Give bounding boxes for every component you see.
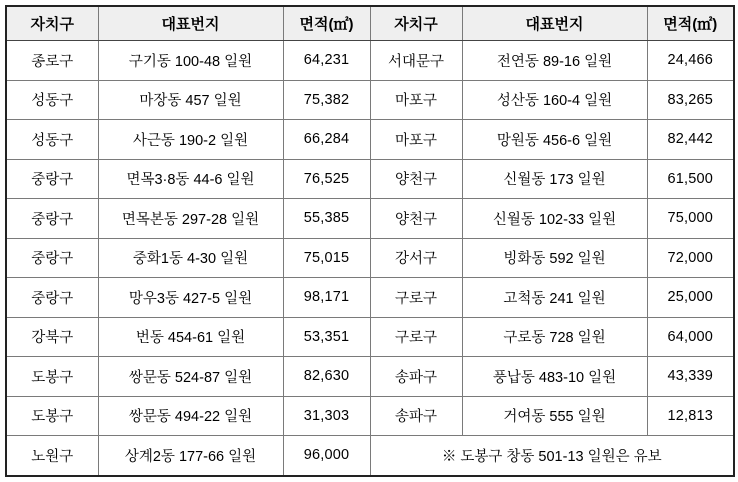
cell-address-left: 중화1동 4-30 일원: [98, 238, 283, 278]
cell-district-right: 송파구: [370, 357, 462, 397]
land-area-table: [5, 5, 735, 477]
table-header-row: [6, 6, 734, 41]
cell-address-right: 망원동 456-6 일원: [462, 120, 647, 160]
cell-area-left: 66,284: [283, 120, 370, 160]
cell-area-left: 96,000: [283, 436, 370, 476]
cell-area-right: 25,000: [647, 278, 734, 318]
cell-district-right: 구로구: [370, 278, 462, 318]
table-row: [6, 159, 734, 199]
cell-address-left: 구기동 100-48 일원: [98, 41, 283, 81]
table-row: [6, 41, 734, 81]
cell-area-left: 75,382: [283, 80, 370, 120]
cell-area-right: 72,000: [647, 238, 734, 278]
table-row: [6, 238, 734, 278]
cell-address-left: 쌍문동 494-22 일원: [98, 396, 283, 436]
cell-address-right: 풍납동 483-10 일원: [462, 357, 647, 397]
cell-area-right: 64,000: [647, 317, 734, 357]
cell-address-left: 번동 454-61 일원: [98, 317, 283, 357]
header-district-right: 자치구: [370, 6, 462, 41]
cell-address-right: 구로동 728 일원: [462, 317, 647, 357]
cell-area-right: 83,265: [647, 80, 734, 120]
cell-district-left: 성동구: [6, 120, 98, 160]
table-row: [6, 317, 734, 357]
cell-area-left: 64,231: [283, 41, 370, 81]
cell-district-right: 서대문구: [370, 41, 462, 81]
cell-address-right: 전연동 89-16 일원: [462, 41, 647, 81]
cell-district-left: 성동구: [6, 80, 98, 120]
table-row: [6, 278, 734, 318]
table-row-last: [6, 436, 734, 476]
cell-district-left: 중랑구: [6, 278, 98, 318]
table-footnote: ※ 도봉구 창동 501-13 일원은 유보: [370, 436, 734, 476]
cell-address-left: 망우3동 427-5 일원: [98, 278, 283, 318]
cell-address-right: 신월동 102-33 일원: [462, 199, 647, 239]
table-row: [6, 396, 734, 436]
cell-address-right: 빙화동 592 일원: [462, 238, 647, 278]
table-row: [6, 357, 734, 397]
cell-district-left: 중랑구: [6, 159, 98, 199]
cell-address-right: 고척동 241 일원: [462, 278, 647, 318]
cell-area-left: 76,525: [283, 159, 370, 199]
cell-district-right: 마포구: [370, 120, 462, 160]
cell-address-left: 면목본동 297-28 일원: [98, 199, 283, 239]
table-row: [6, 199, 734, 239]
cell-address-left: 사근동 190-2 일원: [98, 120, 283, 160]
cell-area-left: 31,303: [283, 396, 370, 436]
cell-area-right: 61,500: [647, 159, 734, 199]
cell-district-right: 양천구: [370, 199, 462, 239]
cell-district-left: 중랑구: [6, 238, 98, 278]
cell-address-left: 상계2동 177-66 일원: [98, 436, 283, 476]
cell-district-left: 도봉구: [6, 396, 98, 436]
cell-district-right: 송파구: [370, 396, 462, 436]
header-address-right: 대표번지: [462, 6, 647, 41]
header-area-right: 면적(㎡): [647, 6, 734, 41]
cell-area-right: 43,339: [647, 357, 734, 397]
cell-address-right: 신월동 173 일원: [462, 159, 647, 199]
cell-address-right: 거여동 555 일원: [462, 396, 647, 436]
cell-district-right: 양천구: [370, 159, 462, 199]
cell-address-left: 쌍문동 524-87 일원: [98, 357, 283, 397]
cell-area-right: 75,000: [647, 199, 734, 239]
header-area-left: 면적(㎡): [283, 6, 370, 41]
cell-area-right: 82,442: [647, 120, 734, 160]
cell-area-left: 55,385: [283, 199, 370, 239]
header-district-left: 자치구: [6, 6, 98, 41]
cell-district-right: 구로구: [370, 317, 462, 357]
cell-area-left: 82,630: [283, 357, 370, 397]
cell-address-left: 면목3·8동 44-6 일원: [98, 159, 283, 199]
table-header: [6, 6, 734, 41]
table-body: [6, 41, 734, 476]
cell-district-left: 도봉구: [6, 357, 98, 397]
cell-district-left: 강북구: [6, 317, 98, 357]
cell-district-left: 종로구: [6, 41, 98, 81]
cell-area-left: 75,015: [283, 238, 370, 278]
cell-address-left: 마장동 457 일원: [98, 80, 283, 120]
cell-district-left: 노원구: [6, 436, 98, 476]
cell-district-left: 중랑구: [6, 199, 98, 239]
table-row: [6, 80, 734, 120]
cell-area-right: 12,813: [647, 396, 734, 436]
cell-district-right: 강서구: [370, 238, 462, 278]
cell-area-right: 24,466: [647, 41, 734, 81]
cell-address-right: 성산동 160-4 일원: [462, 80, 647, 120]
cell-area-left: 98,171: [283, 278, 370, 318]
table-row: [6, 120, 734, 160]
header-address-left: 대표번지: [98, 6, 283, 41]
cell-district-right: 마포구: [370, 80, 462, 120]
cell-area-left: 53,351: [283, 317, 370, 357]
